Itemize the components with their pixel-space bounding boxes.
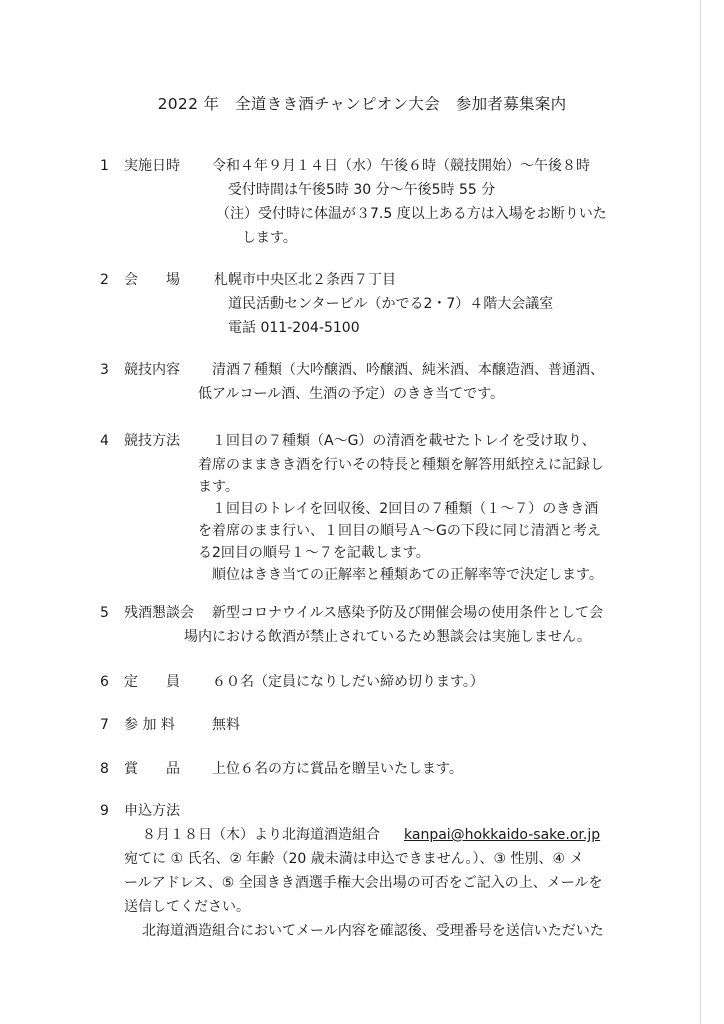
section-line: 新型コロナウイルス感染予防及び開催会場の使用条件として会 [212,605,604,621]
section-line: します。 [242,230,297,246]
section-line: 着席のままきき酒を行いその特長と種類を解答用紙控えに記録し [198,457,604,473]
section-line: 受付時間は午後5時 30 分～午後5時 55 分 [228,182,496,198]
section-line: 北海道酒造組合においてメール内容を確認後、受理番号を送信いただいた [142,923,604,939]
section-number: 3 [100,362,109,378]
section-line: 道民活動センタービル（かでる2・7）４階大会議室 [228,296,554,312]
section-line: 上位６名の方に賞品を贈呈いたします。 [212,761,463,777]
section-line: を着席のまま行い、１回目の順号Ａ～Gの下段に同じ清酒と考え [198,523,601,539]
section-line: 札幌市中央区北２条西７丁目 [214,272,396,288]
section-label: 残酒懇談会 [124,605,194,621]
section-line: 送信してください。 [124,899,250,915]
section-number: 7 [100,717,109,733]
section-number: 5 [100,605,109,621]
section-label: 定 員 [124,674,180,690]
section-label: 会 場 [124,272,180,288]
page-edge [700,0,701,1024]
section-label: 競技方法 [124,433,180,449]
section-label: 賞 品 [124,761,180,777]
section-line: 無料 [212,717,240,733]
page-title: 2022 年 全道きき酒チャンピオン大会 参加者募集案内 [157,95,567,113]
section-line: ８月１８日（木）より北海道酒造組合 [142,827,380,843]
section-line: 場内における飲酒が禁止されているため懇談会は実施しません。 [184,629,591,645]
section-number: 8 [100,761,109,777]
section-line: ます。 [198,479,239,495]
section-label: 実施日時 [124,158,180,174]
section-number: 4 [100,433,109,449]
section-label: 申込方法 [124,803,180,819]
section-line: る2回目の順号１～７を記載します。 [198,545,430,561]
section-line: 令和４年９月１４日（水）午後６時（競技開始）～午後８時 [212,158,590,174]
section-line: （注）受付時に体温が３7.5 度以上ある方は入場をお断りいた [216,206,607,222]
section-line: １回目の７種類（A～G）の清酒を載せたトレイを受け取り、 [212,433,596,449]
section-number: 6 [100,674,109,690]
section-label: 競技内容 [124,362,180,378]
section-line: 電話 011-204-5100 [228,320,360,336]
section-line: 宛てに ① 氏名、② 年齢（20 歳未満は申込できません。）、③ 性別、④ メ [124,851,584,867]
section-line: 順位はきき当ての正解率と種類あての正解率等で決定します。 [212,567,603,583]
section-number: 2 [100,272,109,288]
section-number: 9 [100,803,109,819]
section-line: １回目のトレイを回収後、2回目の７種類（１～７）のきき酒 [212,501,599,517]
section-line: 低アルコール酒、生酒の予定）のきき当てです。 [198,386,505,402]
email-link[interactable]: kanpai@hokkaido-sake.or.jp [404,827,601,843]
section-label: 参 加 料 [124,717,175,733]
section-line: ールアドレス、⑤ 全国きき酒選手権大会出場の可否をご記入の上、メールを [124,875,603,891]
section-line: ６０名（定員になりしだい締め切ります。） [212,674,484,690]
section-line: 清酒７種類（大吟醸酒、吟醸酒、純米酒、本醸造酒、普通酒、 [212,362,604,378]
section-number: 1 [100,158,109,174]
